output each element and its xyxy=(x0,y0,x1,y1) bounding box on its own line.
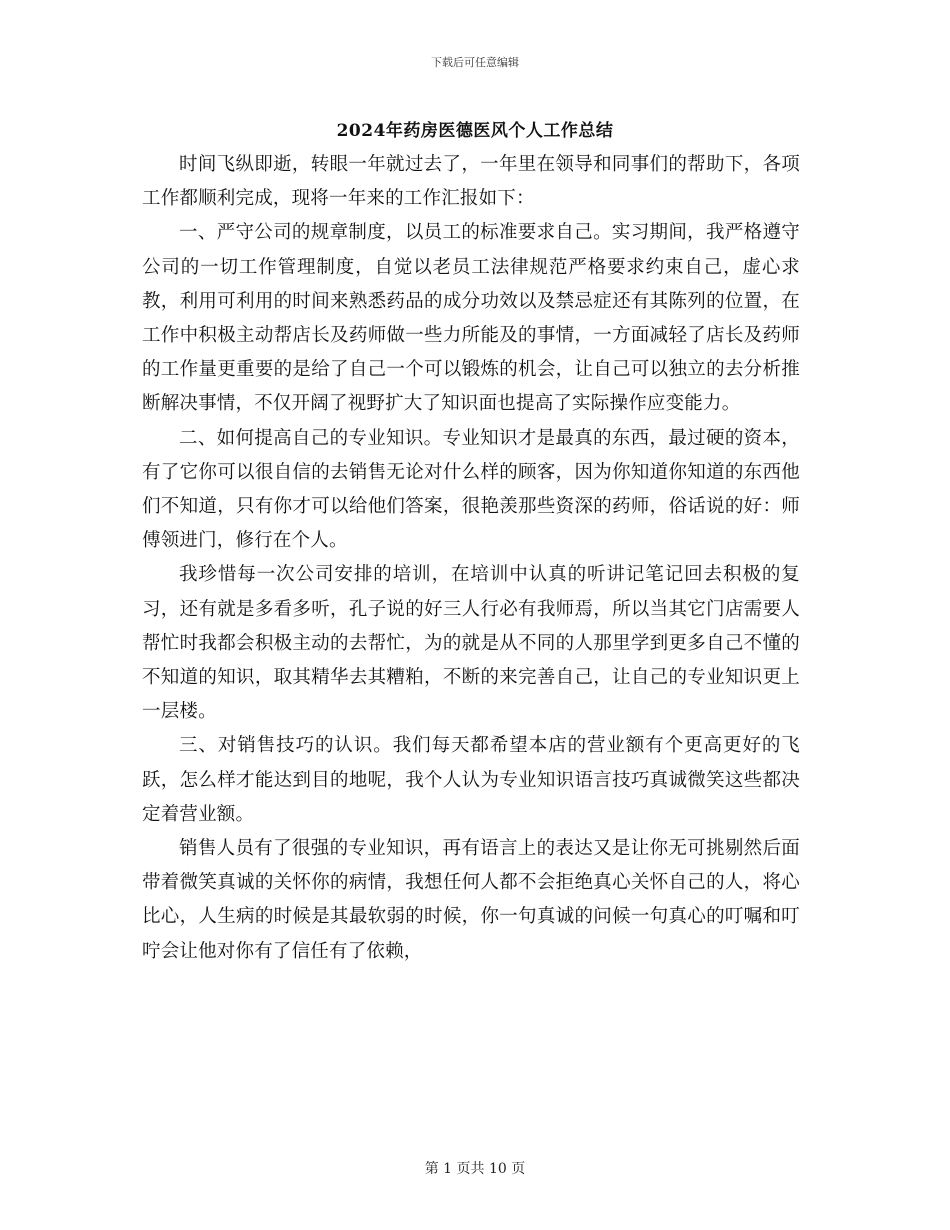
paragraph-section-2: 二、如何提高自己的专业知识。专业知识才是最真的东西，最过硬的资本，有了它你可以很自信的去销售无论对什么样的顾客，因为你知道你知道的东西他们不知道，只有你才可以给他们答案，很艳羡那些资深的药师，俗话说的好：师傅领进门，修行在个人。 xyxy=(142,427,800,552)
paragraph-section-1: 一、严守公司的规章制度，以员工的标准要求自己。实习期间，我严格遵守公司的一切工作管理制度，自觉以老员工法律规范严格要求约束自己，虚心求教，利用可利用的时间来熟悉药品的成分功效以及禁忌症还有其陈列的位置，在工作中积极主动帮店长及药师做一些力所能及的事情，一方面减轻了店长及药师的工作量更重要的是给了自己一个可以锻炼的机会，让自己可以独立的去分析推断解决事情，不仅开阔了视野扩大了知识面也提高了实际操作应变能力。 xyxy=(142,222,800,415)
paragraph-intro: 时间飞纵即逝，转眼一年就过去了，一年里在领导和同事们的帮助下，各项工作都顺利完成，现将一年来的工作汇报如下： xyxy=(142,154,800,210)
page-number: 第 1 页共 10 页 xyxy=(424,1161,526,1177)
paragraph-sales-staff: 销售人员有了很强的专业知识，再有语言上的表达又是让你无可挑剔然后面带着微笑真诚的关怀你的病情，我想任何人都不会拒绝真心关怀自己的人，将心比心，人生病的时候是其最软弱的时候，你一句真诚的问候一句真心的叮嘱和叮咛会让他对你有了信任有了依赖， xyxy=(142,838,800,962)
header-note: 下载后可任意编辑 xyxy=(431,56,519,69)
document-title: 2024年药房医德医风个人工作总结 xyxy=(336,121,614,141)
document-body xyxy=(142,148,800,969)
paragraph-training: 我珍惜每一次公司安排的培训，在培训中认真的听讲记笔记回去积极的复习，还有就是多看多听，孔子说的好三人行必有我师焉，所以当其它门店需要人帮忙时我都会积极主动的去帮忙，为的就是从不同的人那里学到更多自己不懂的不知道的知识，取其精华去其糟粕，不断的来完善自己，让自己的专业知识更上一层楼。 xyxy=(142,564,800,723)
paragraph-section-3: 三、对销售技巧的认识。我们每天都希望本店的营业额有个更高更好的飞跃，怎么样才能达到目的地呢，我个人认为专业知识语言技巧真诚微笑这些都决定着营业额。 xyxy=(142,735,800,825)
